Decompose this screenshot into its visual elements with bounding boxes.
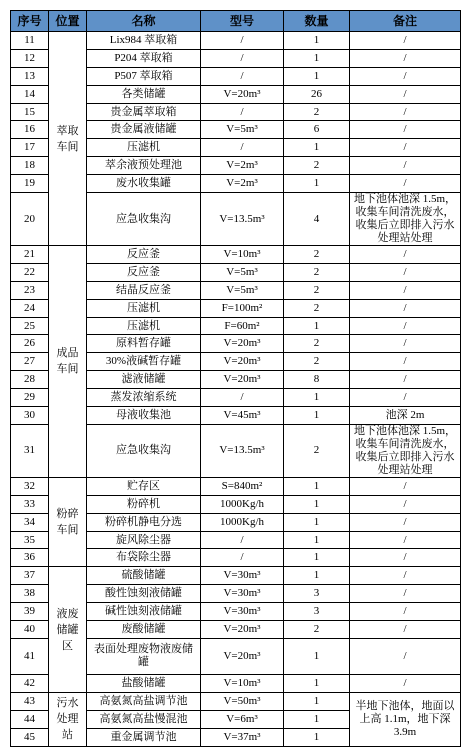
cell-model: V=13.5m³ — [201, 424, 284, 477]
cell-name: 母液收集池 — [87, 407, 201, 425]
header-note: 备注 — [350, 11, 461, 32]
cell-name: 各类储罐 — [87, 85, 201, 103]
cell-no: 22 — [11, 263, 49, 281]
location-line: 粉碎 — [56, 508, 79, 521]
cell-model: / — [201, 32, 284, 50]
cell-quantity: 1 — [284, 728, 350, 746]
cell-model: V=10m³ — [201, 246, 284, 264]
cell-quantity: 1 — [284, 638, 350, 674]
cell-quantity: 1 — [284, 513, 350, 531]
cell-model: V=20m³ — [201, 371, 284, 389]
cell-model: / — [201, 531, 284, 549]
cell-note: 地下池体池深 1.5m，收集车间清洗废水，收集后立即排入污水处理站处理 — [350, 424, 461, 477]
cell-no: 29 — [11, 389, 49, 407]
cell-note: / — [350, 67, 461, 85]
cell-no: 35 — [11, 531, 49, 549]
cell-name: 应急收集沟 — [87, 193, 201, 246]
header-quantity: 数量 — [284, 11, 350, 32]
cell-name: 结晶反应釜 — [87, 281, 201, 299]
cell-quantity: 1 — [284, 531, 350, 549]
cell-quantity: 6 — [284, 121, 350, 139]
cell-model: F=60m² — [201, 317, 284, 335]
cell-quantity: 1 — [284, 49, 350, 67]
location-line: 污水 — [56, 697, 79, 710]
cell-no: 30 — [11, 407, 49, 425]
location-line: 区 — [62, 639, 73, 652]
cell-note: / — [350, 371, 461, 389]
cell-model: / — [201, 103, 284, 121]
cell-quantity: 1 — [284, 175, 350, 193]
cell-name: 反应釜 — [87, 246, 201, 264]
cell-model: 1000Kg/h — [201, 495, 284, 513]
cell-note: / — [350, 477, 461, 495]
location-line: 萃取 — [56, 124, 79, 137]
cell-note: / — [350, 263, 461, 281]
cell-no: 41 — [11, 638, 49, 674]
cell-quantity: 8 — [284, 371, 350, 389]
cell-location — [49, 246, 87, 478]
cell-name: 贮存区 — [87, 477, 201, 495]
cell-no: 40 — [11, 621, 49, 639]
location-line: 成品 — [56, 347, 79, 360]
location-line: 车间 — [56, 140, 79, 153]
cell-name: 高氨氮高盐调节池 — [87, 692, 201, 710]
cell-note: 地下池体池深 1.5m，收集车间清洗废水，收集后立即排入污水处理站处理 — [350, 193, 461, 246]
cell-no: 19 — [11, 175, 49, 193]
cell-quantity: 2 — [284, 281, 350, 299]
cell-model: V=20m³ — [201, 621, 284, 639]
header-location: 位置 — [49, 11, 87, 32]
cell-no: 44 — [11, 710, 49, 728]
cell-no: 15 — [11, 103, 49, 121]
cell-note: 半地下池体，地面以上高 1.1m，地下深 3.9m — [350, 692, 461, 746]
cell-no: 26 — [11, 335, 49, 353]
cell-note: / — [350, 335, 461, 353]
cell-quantity: 1 — [284, 567, 350, 585]
cell-location — [49, 692, 87, 746]
cell-quantity: 1 — [284, 32, 350, 50]
cell-model: V=2m³ — [201, 175, 284, 193]
cell-note: / — [350, 175, 461, 193]
cell-quantity: 1 — [284, 139, 350, 157]
cell-model: / — [201, 49, 284, 67]
cell-model: V=10m³ — [201, 674, 284, 692]
header-model: 型号 — [201, 11, 284, 32]
cell-no: 12 — [11, 49, 49, 67]
cell-no: 11 — [11, 32, 49, 50]
cell-no: 17 — [11, 139, 49, 157]
cell-model: V=50m³ — [201, 692, 284, 710]
cell-name: 表面处理废物液废储罐 — [87, 638, 201, 674]
header-name: 名称 — [87, 11, 201, 32]
cell-name: 蒸发浓缩系统 — [87, 389, 201, 407]
cell-no: 45 — [11, 728, 49, 746]
cell-model: V=13.5m³ — [201, 193, 284, 246]
cell-name: 碱性蚀刻液储罐 — [87, 603, 201, 621]
cell-location — [49, 567, 87, 692]
cell-no: 23 — [11, 281, 49, 299]
cell-name: 布袋除尘器 — [87, 549, 201, 567]
cell-name: 酸性蚀刻液储罐 — [87, 585, 201, 603]
cell-no: 36 — [11, 549, 49, 567]
cell-note: / — [350, 103, 461, 121]
table-body — [11, 32, 461, 747]
cell-no: 20 — [11, 193, 49, 246]
cell-note: / — [350, 32, 461, 50]
cell-no: 43 — [11, 692, 49, 710]
cell-model: V=20m³ — [201, 85, 284, 103]
cell-quantity: 2 — [284, 103, 350, 121]
cell-note: / — [350, 567, 461, 585]
cell-note: / — [350, 85, 461, 103]
cell-quantity: 2 — [284, 246, 350, 264]
cell-note: / — [350, 585, 461, 603]
cell-model: V=5m³ — [201, 281, 284, 299]
cell-quantity: 2 — [284, 157, 350, 175]
cell-no: 37 — [11, 567, 49, 585]
cell-name: 盐酸储罐 — [87, 674, 201, 692]
cell-note: / — [350, 281, 461, 299]
location-line: 处理 — [56, 713, 79, 726]
cell-no: 14 — [11, 85, 49, 103]
cell-name: 旋风除尘器 — [87, 531, 201, 549]
cell-model: S=840m² — [201, 477, 284, 495]
cell-quantity: 3 — [284, 603, 350, 621]
cell-quantity: 1 — [284, 710, 350, 728]
cell-name: P204 萃取箱 — [87, 49, 201, 67]
cell-model: V=2m³ — [201, 157, 284, 175]
cell-name: 应急收集沟 — [87, 424, 201, 477]
cell-no: 33 — [11, 495, 49, 513]
cell-location — [49, 477, 87, 566]
cell-quantity: 2 — [284, 299, 350, 317]
cell-note: / — [350, 603, 461, 621]
cell-location — [49, 32, 87, 246]
cell-note: / — [350, 621, 461, 639]
cell-quantity: 1 — [284, 407, 350, 425]
table-row — [11, 246, 461, 264]
cell-name: 贵金属萃取箱 — [87, 103, 201, 121]
cell-no: 13 — [11, 67, 49, 85]
cell-no: 27 — [11, 353, 49, 371]
cell-name: 原料暂存罐 — [87, 335, 201, 353]
cell-no: 32 — [11, 477, 49, 495]
table-row — [11, 567, 461, 585]
cell-no: 25 — [11, 317, 49, 335]
cell-name: 萃余液预处理池 — [87, 157, 201, 175]
cell-no: 34 — [11, 513, 49, 531]
cell-model: V=5m³ — [201, 121, 284, 139]
cell-name: 压滤机 — [87, 299, 201, 317]
cell-model: V=45m³ — [201, 407, 284, 425]
cell-quantity: 4 — [284, 193, 350, 246]
table-row — [11, 477, 461, 495]
location-line: 储罐 — [56, 623, 79, 636]
cell-name: 硫酸储罐 — [87, 567, 201, 585]
cell-quantity: 1 — [284, 67, 350, 85]
cell-name: 粉碎机 — [87, 495, 201, 513]
cell-quantity: 1 — [284, 674, 350, 692]
cell-name: 粉碎机静电分选 — [87, 513, 201, 531]
cell-note: / — [350, 299, 461, 317]
cell-model: V=30m³ — [201, 603, 284, 621]
location-line: 车间 — [56, 524, 79, 537]
header-no: 序号 — [11, 11, 49, 32]
cell-name: 贵金属液储罐 — [87, 121, 201, 139]
cell-quantity: 3 — [284, 585, 350, 603]
cell-note: / — [350, 139, 461, 157]
cell-no: 39 — [11, 603, 49, 621]
cell-quantity: 1 — [284, 317, 350, 335]
cell-name: 反应釜 — [87, 263, 201, 281]
cell-no: 18 — [11, 157, 49, 175]
cell-quantity: 2 — [284, 353, 350, 371]
table-row — [11, 692, 461, 710]
cell-model: V=30m³ — [201, 585, 284, 603]
cell-note: / — [350, 121, 461, 139]
location-line: 站 — [62, 729, 73, 742]
cell-quantity: 26 — [284, 85, 350, 103]
cell-note: / — [350, 49, 461, 67]
cell-no: 28 — [11, 371, 49, 389]
location-line: 液废 — [56, 607, 79, 620]
cell-model: V=20m³ — [201, 353, 284, 371]
cell-no: 24 — [11, 299, 49, 317]
cell-note: / — [350, 531, 461, 549]
cell-note: / — [350, 157, 461, 175]
cell-model: / — [201, 389, 284, 407]
cell-quantity: 2 — [284, 621, 350, 639]
cell-note: / — [350, 317, 461, 335]
header-row — [11, 11, 461, 32]
cell-note: 池深 2m — [350, 407, 461, 425]
cell-name: 30%液碱暂存罐 — [87, 353, 201, 371]
cell-name: 废水收集罐 — [87, 175, 201, 193]
cell-quantity: 2 — [284, 263, 350, 281]
cell-no: 31 — [11, 424, 49, 477]
cell-name: Lix984 萃取箱 — [87, 32, 201, 50]
cell-model: V=37m³ — [201, 728, 284, 746]
cell-model: F=100m² — [201, 299, 284, 317]
cell-quantity: 1 — [284, 692, 350, 710]
cell-quantity: 1 — [284, 477, 350, 495]
cell-model: / — [201, 139, 284, 157]
cell-name: 废酸储罐 — [87, 621, 201, 639]
cell-no: 42 — [11, 674, 49, 692]
cell-model: / — [201, 549, 284, 567]
cell-no: 21 — [11, 246, 49, 264]
cell-note: / — [350, 674, 461, 692]
cell-name: 滤液储罐 — [87, 371, 201, 389]
cell-quantity: 1 — [284, 495, 350, 513]
cell-model: 1000Kg/h — [201, 513, 284, 531]
cell-name: 压滤机 — [87, 317, 201, 335]
cell-quantity: 1 — [284, 549, 350, 567]
cell-name: 压滤机 — [87, 139, 201, 157]
cell-note: / — [350, 549, 461, 567]
cell-quantity: 1 — [284, 389, 350, 407]
cell-quantity: 2 — [284, 424, 350, 477]
cell-note: / — [350, 389, 461, 407]
cell-model: V=5m³ — [201, 263, 284, 281]
cell-model: V=30m³ — [201, 567, 284, 585]
cell-model: V=20m³ — [201, 335, 284, 353]
cell-model: V=6m³ — [201, 710, 284, 728]
cell-model: / — [201, 67, 284, 85]
cell-note: / — [350, 638, 461, 674]
cell-name: 高氨氮高盐慢混池 — [87, 710, 201, 728]
cell-note: / — [350, 353, 461, 371]
cell-note: / — [350, 495, 461, 513]
cell-quantity: 2 — [284, 335, 350, 353]
cell-note: / — [350, 513, 461, 531]
cell-name: P507 萃取箱 — [87, 67, 201, 85]
cell-model: V=20m³ — [201, 638, 284, 674]
cell-no: 38 — [11, 585, 49, 603]
cell-note: / — [350, 246, 461, 264]
table-row — [11, 32, 461, 50]
equipment-table — [10, 10, 461, 747]
cell-name: 重金属调节池 — [87, 728, 201, 746]
location-line: 车间 — [56, 363, 79, 376]
cell-no: 16 — [11, 121, 49, 139]
